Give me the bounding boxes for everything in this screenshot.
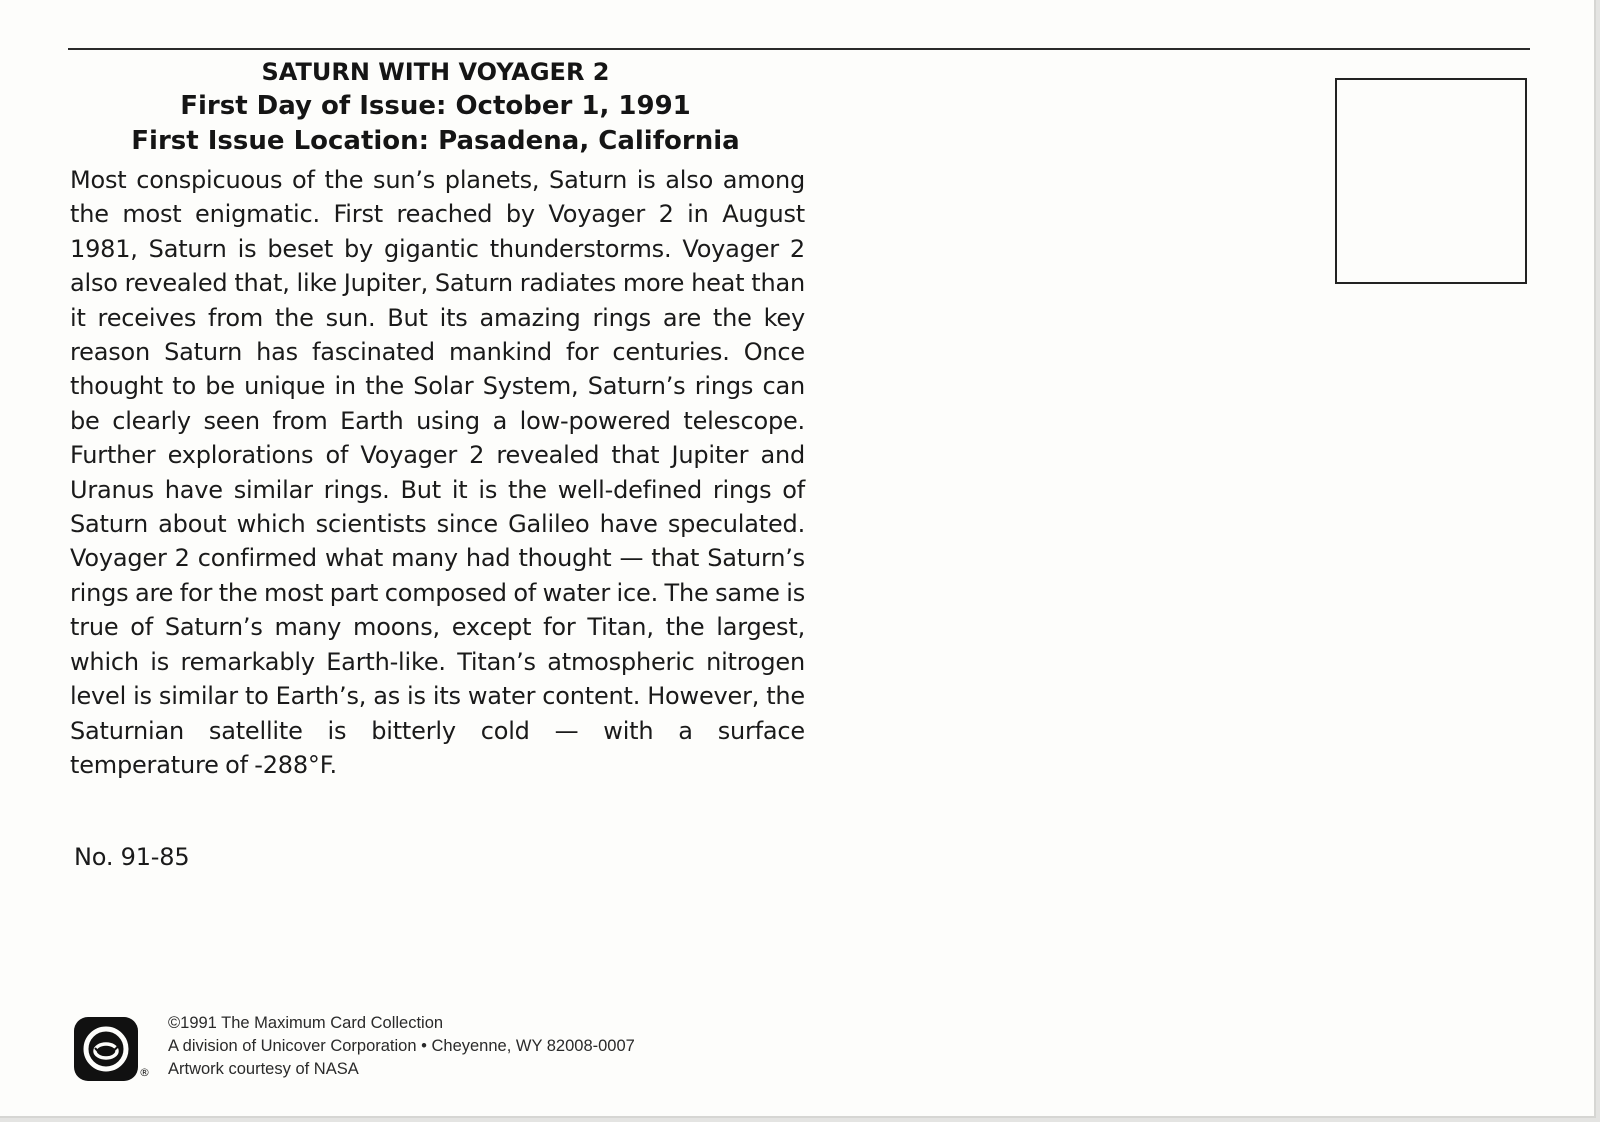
artwork-credit-line: Artwork courtesy of NASA — [168, 1060, 359, 1078]
card-number: No. 91-85 — [74, 843, 190, 871]
stamp-placeholder-box — [1335, 78, 1527, 284]
title-block — [68, 55, 803, 159]
publisher-footer — [168, 1012, 635, 1081]
card-title: SATURN WITH VOYAGER 2 — [261, 58, 610, 86]
registered-mark: ® — [139, 1066, 150, 1079]
post-horn-logo-icon — [74, 1017, 138, 1081]
publisher-address-line: A division of Unicover Corporation • Cheyenne, WY 82008-0007 — [168, 1037, 635, 1055]
description-text: Most conspicuous of the sun’s planets, Saturn is also among the most enigmatic. First reached by Voyager 2 in August 1981, Saturn is beset by gigantic thunderstorms. Voyager 2 also revealed that, like Jupiter, Saturn radiates more heat than it receives from the sun. But its amazing rings are the key reason Saturn has fascinated mankind for centuries. Once thought to be unique in the Solar System, Saturn’s rings can be clearly seen from Earth using a low-powered telescope. Further explorations of Voyager 2 revealed that Jupiter and Uranus have similar rings. But it is the well-defined rings of Saturn about which scientists since Galileo have speculated. Voyager 2 confirmed what many had thought — that Saturn’s rings are for the most part composed of water ice. The same is true of Saturn’s many moons, except for Titan, the largest, which is remarkably Earth-like. Titan’s atmospheric nitrogen level is similar to Earth’s, as is its water content. However, the Saturnian satellite is bitterly cold — with a surface temperature of -288°F. — [70, 166, 805, 779]
first-issue-location: First Issue Location: Pasadena, California — [131, 126, 740, 156]
first-day-of-issue: First Day of Issue: October 1, 1991 — [180, 91, 691, 121]
top-divider — [68, 48, 1530, 50]
copyright-line: ©1991 The Maximum Card Collection — [168, 1014, 444, 1032]
